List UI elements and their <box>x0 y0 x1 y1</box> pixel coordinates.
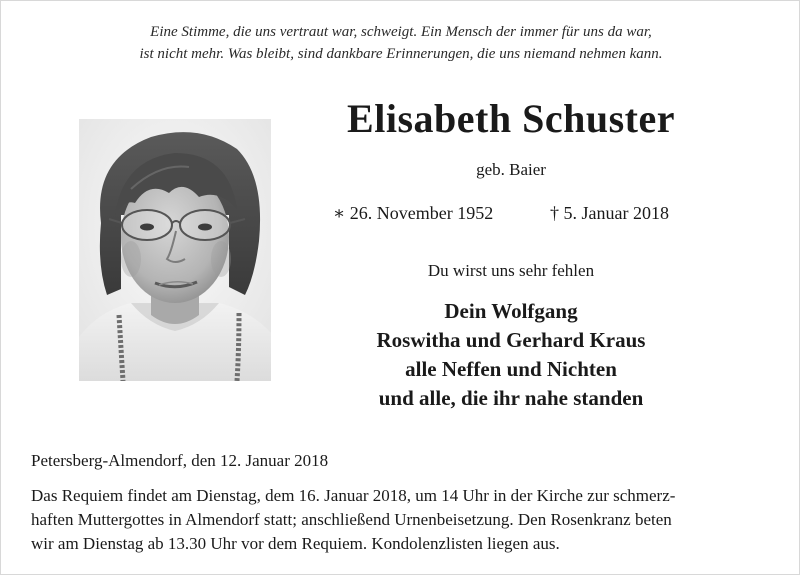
memorial-quote-line-2: ist nicht mehr. Was bleibt, sind dankbare Erinnerungen, die uns niemand nehmen kann. <box>139 46 663 62</box>
requiem-line: haften Muttergottes in Almendorf statt; anschließend Urnenbeisetzung. Den Rosenkranz beten <box>31 510 672 529</box>
death-date: † 5. Januar 2018 <box>550 203 669 223</box>
mourner-line: Roswitha und Gerhard Kraus <box>376 328 646 352</box>
mourners-list <box>291 297 731 413</box>
requiem-line: Das Requiem findet am Dienstag, dem 16. Januar 2018, um 14 Uhr in der Kirche zur schmerz- <box>31 486 676 505</box>
maiden-name: geb. Baier <box>476 160 546 179</box>
memorial-quote-line-1: Eine Stimme, die uns vertraut war, schweigt. Ein Mensch der immer für uns da war, <box>150 24 652 40</box>
mourner-line: alle Neffen und Nichten <box>405 357 617 381</box>
requiem-line: wir am Dienstag ab 13.30 Uhr vor dem Requiem. Kondolenzlisten liegen aus. <box>31 534 560 553</box>
birth-date: ∗ 26. November 1952 <box>333 203 494 223</box>
portrait-image <box>79 119 271 381</box>
mourner-line: Dein Wolfgang <box>444 299 578 323</box>
deceased-name: Elisabeth Schuster <box>347 96 675 141</box>
farewell-line: Du wirst uns sehr fehlen <box>427 261 595 280</box>
mourner-line: und alle, die ihr nahe standen <box>378 386 644 410</box>
requiem-notice <box>31 484 781 556</box>
place-and-date: Petersberg-Almendorf, den 12. Januar 2018 <box>31 451 329 470</box>
portrait-photo <box>79 119 271 381</box>
